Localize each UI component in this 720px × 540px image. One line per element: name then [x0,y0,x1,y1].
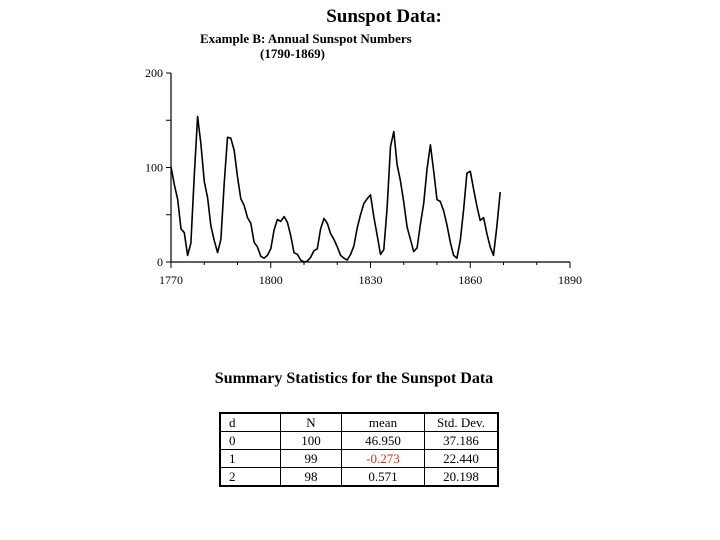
cell-n: 98 [281,468,342,487]
cell-n: 100 [281,432,342,450]
cell-d: 2 [220,468,281,487]
cell-mean: 46.950 [342,432,425,450]
chart-ticks [145,66,582,287]
cell-mean: 0.571 [342,468,425,487]
y-tick-label: 0 [157,255,163,269]
y-tick-label: 100 [145,160,163,175]
x-tick-label: 1830 [358,273,383,287]
chart-title: Example B: Annual Sunspot Numbers [200,31,412,46]
cell-d: 0 [220,432,281,450]
x-tick-label: 1800 [258,273,283,287]
cell-mean: -0.273 [342,450,425,468]
chart-subtitle: (1790-1869) [260,46,325,61]
header-n: N [281,413,342,432]
summary-statistics-table [219,412,499,487]
cell-std-dev: 22.440 [425,450,499,468]
x-tick-label: 1890 [558,273,582,287]
header-mean: mean [342,413,425,432]
series-line [171,117,500,263]
chart-axes [171,73,570,262]
x-tick-label: 1770 [159,273,183,287]
table-header-row [220,413,498,432]
page-title: Sunspot Data: [326,6,442,27]
table-row [220,432,498,450]
header-d: d [220,413,281,432]
cell-std-dev: 20.198 [425,468,499,487]
header-std-dev: Std. Dev. [425,413,499,432]
cell-d: 1 [220,450,281,468]
chart-series [171,117,500,263]
table-row [220,450,498,468]
cell-std-dev: 37.186 [425,432,499,450]
cell-n: 99 [281,450,342,468]
table-row [220,468,498,487]
y-tick-label: 200 [145,66,163,80]
table-title: Summary Statistics for the Sunspot Data [214,370,494,387]
x-tick-label: 1860 [458,273,483,287]
